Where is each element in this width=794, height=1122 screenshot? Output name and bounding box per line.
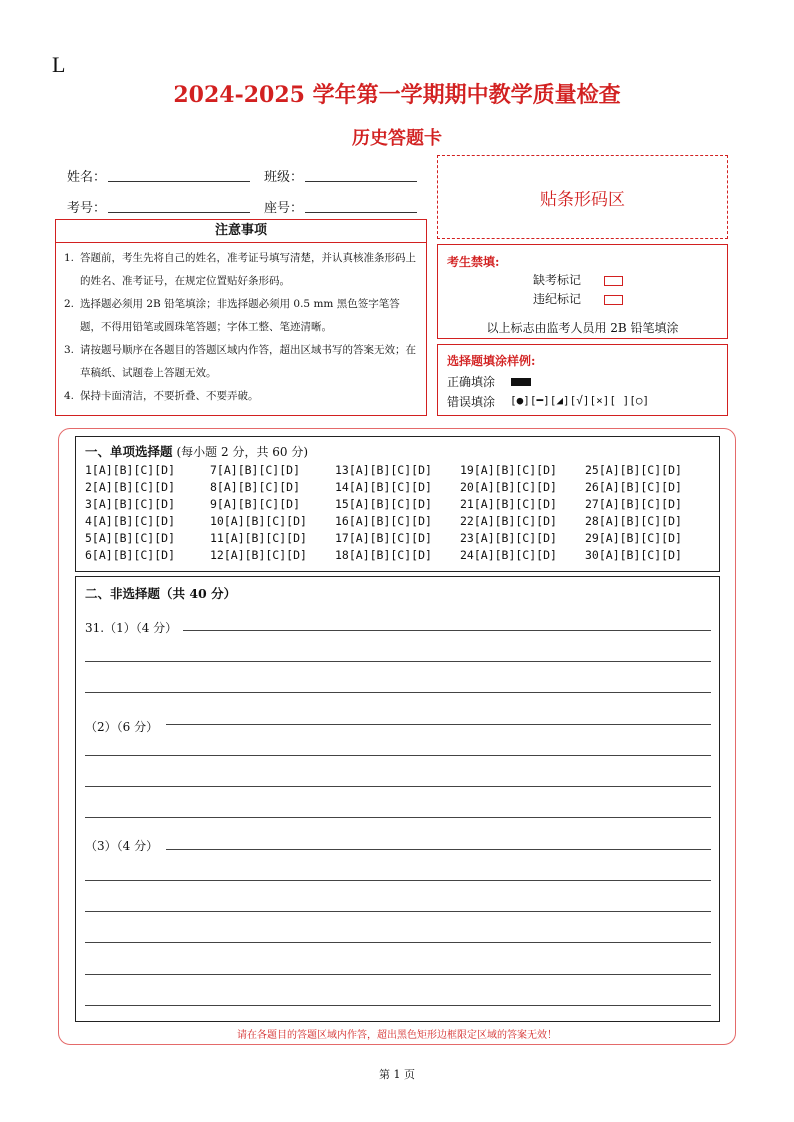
question-1-options[interactable]: 1[A][B][C][D] (85, 463, 176, 477)
footer-warning: 请在各题目的答题区域内作答，超出黑色矩形边框限定区域的答案无效！ (237, 1030, 557, 1041)
question-12-options[interactable]: 12[A][B][C][D] (210, 548, 307, 562)
seat-field[interactable] (305, 198, 417, 213)
question-15-options[interactable]: 15[A][B][C][D] (335, 497, 432, 511)
name-field[interactable] (108, 167, 250, 182)
card-subtitle: 历史答题卡 (352, 128, 442, 149)
question-13-options[interactable]: 13[A][B][C][D] (335, 463, 432, 477)
question-25-options[interactable]: 25[A][B][C][D] (585, 463, 682, 477)
answer-line[interactable] (166, 724, 711, 725)
question-18-options[interactable]: 18[A][B][C][D] (335, 548, 432, 562)
violation-label: 违纪标记 (533, 292, 582, 306)
q31-part2-label: （2）（6 分） (85, 720, 159, 734)
question-7-options[interactable]: 7[A][B][C][D] (210, 463, 301, 477)
exam-no-label: 考号： (67, 201, 107, 216)
question-21-options[interactable]: 21[A][B][C][D] (460, 497, 557, 511)
question-26-options[interactable]: 26[A][B][C][D] (585, 480, 682, 494)
forbidden-note: 以上标志由监考人员用 2B 铅笔填涂 (486, 321, 679, 335)
name-label: 姓名： (67, 170, 107, 185)
answer-line[interactable] (85, 786, 711, 787)
answer-line[interactable] (85, 911, 711, 912)
note-item: 3. 请按题号顺序在各题目的答题区域内作答，超出区域书写的答案无效；在草稿纸、试题卷上答题无效。 (64, 344, 416, 379)
question-30-options[interactable]: 30[A][B][C][D] (585, 548, 682, 562)
question-2-options[interactable]: 2[A][B][C][D] (85, 480, 176, 494)
absent-label: 缺考标记 (533, 273, 582, 287)
note-item: 2. 选择题必须用 2B 铅笔填涂；非选择题必须用 0.5 mm 黑色签字笔答题，不得用铅笔或圆珠笔答题；字体工整、笔迹清晰。 (64, 298, 400, 333)
question-23-options[interactable]: 23[A][B][C][D] (460, 531, 557, 545)
exam-no-field[interactable] (108, 198, 250, 213)
q31-part1-label: 31.（1）（4 分） (85, 621, 178, 635)
seat-label: 座号： (264, 201, 304, 216)
question-29-options[interactable]: 29[A][B][C][D] (585, 531, 682, 545)
note-item: 1. 答题前，考生先将自己的姓名，准考证号填写清楚，并认真核准条形码上的姓名、准考证号，在规定位置贴好条形码。 (64, 252, 416, 287)
answer-line[interactable] (85, 817, 711, 818)
answer-line[interactable] (85, 974, 711, 975)
fill-sample-panel (437, 344, 728, 416)
class-label: 班级： (264, 170, 304, 185)
notes-heading: 注意事项 (56, 220, 426, 243)
q31-part3-label: （3）（4 分） (85, 839, 159, 853)
question-9-options[interactable]: 9[A][B][C][D] (210, 497, 301, 511)
section2-heading: 二、非选择题（共 40 分） (85, 586, 237, 601)
violation-mark-box[interactable] (604, 292, 623, 306)
question-17-options[interactable]: 17[A][B][C][D] (335, 531, 432, 545)
correct-fill-mark (511, 378, 531, 386)
question-27-options[interactable]: 27[A][B][C][D] (585, 497, 682, 511)
answer-line[interactable] (85, 755, 711, 756)
question-8-options[interactable]: 8[A][B][C][D] (210, 480, 301, 494)
wrong-fill-marks: [●][━][◢][√][×][ ][○] (510, 394, 650, 407)
question-6-options[interactable]: 6[A][B][C][D] (85, 548, 176, 562)
barcode-area (437, 155, 728, 239)
multiple-choice-section (75, 436, 720, 572)
free-response-section (75, 576, 720, 1022)
question-16-options[interactable]: 16[A][B][C][D] (335, 514, 432, 528)
barcode-label: 贴条形码区 (540, 189, 625, 210)
answer-line[interactable] (85, 880, 711, 881)
corner-mark: L (52, 52, 66, 77)
question-22-options[interactable]: 22[A][B][C][D] (460, 514, 557, 528)
question-14-options[interactable]: 14[A][B][C][D] (335, 480, 432, 494)
forbidden-heading: 考生禁填: (447, 255, 500, 269)
question-28-options[interactable]: 28[A][B][C][D] (585, 514, 682, 528)
question-19-options[interactable]: 19[A][B][C][D] (460, 463, 557, 477)
question-5-options[interactable]: 5[A][B][C][D] (85, 531, 176, 545)
notes-panel (55, 219, 427, 416)
correct-fill-label: 正确填涂 (447, 375, 496, 389)
note-item: 4. 保持卡面清洁，不要折叠、不要弄破。 (64, 390, 259, 402)
absent-mark-box[interactable] (604, 273, 623, 287)
question-20-options[interactable]: 20[A][B][C][D] (460, 480, 557, 494)
forbidden-panel (437, 244, 728, 339)
section1-heading: 一、单项选择题 (85, 444, 173, 459)
section1-note: (每小题 2 分，共 60 分) (176, 445, 309, 459)
question-4-options[interactable]: 4[A][B][C][D] (85, 514, 176, 528)
exam-title: 2024-2025 学年第一学期期中教学质量检查 (173, 82, 621, 108)
class-field[interactable] (305, 167, 417, 182)
sample-heading: 选择题填涂样例: (447, 354, 536, 368)
answer-line[interactable] (85, 661, 711, 662)
question-10-options[interactable]: 10[A][B][C][D] (210, 514, 307, 528)
wrong-fill-label: 错误填涂 (447, 395, 496, 409)
answer-line[interactable] (183, 630, 711, 631)
answer-line[interactable] (85, 942, 711, 943)
answer-line[interactable] (85, 1005, 711, 1006)
answer-line[interactable] (85, 692, 711, 693)
page-number: 第 1 页 (379, 1068, 415, 1081)
question-3-options[interactable]: 3[A][B][C][D] (85, 497, 176, 511)
question-11-options[interactable]: 11[A][B][C][D] (210, 531, 307, 545)
question-24-options[interactable]: 24[A][B][C][D] (460, 548, 557, 562)
answer-line[interactable] (166, 849, 711, 850)
question-grid (85, 463, 710, 563)
